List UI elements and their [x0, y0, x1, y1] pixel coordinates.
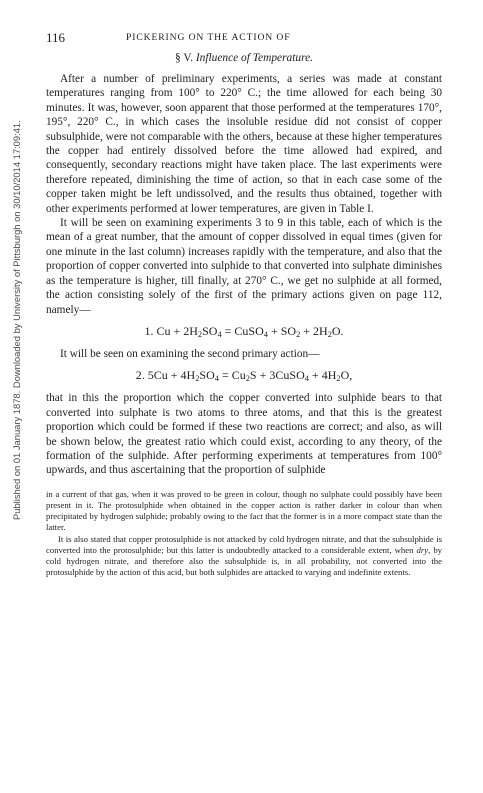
eq1-op: = [224, 323, 232, 338]
equation-2-number: 2. [135, 368, 145, 383]
eq1-sub: 2 [296, 329, 301, 339]
page-body [46, 30, 442, 578]
eq2-term: 4H [180, 368, 196, 383]
eq1-sub: 4 [217, 329, 222, 339]
equation-1-number: 1. [144, 323, 154, 338]
section-number: § V. [175, 52, 193, 64]
paragraph-3: It will be seen on examining the second primary action— [60, 347, 320, 360]
footnotes [46, 489, 442, 579]
footnote-2-text-b: , by cold hydrogen nitrate, and therefore also the subsulphide is, in all probability, not converted into the protosulphide by the action of this acid, but both sulphides are attacked to varying and indefinite extents. [46, 544, 443, 578]
eq1-sub: 2 [327, 329, 332, 339]
running-title: PICKERING ON THE ACTION OF [126, 32, 291, 43]
eq1-sub: 4 [263, 329, 268, 339]
footnote-2 [46, 534, 442, 579]
eq1-sub: 2 [197, 329, 203, 339]
eq2-op: + [259, 368, 267, 383]
eq1-term: 2H [313, 323, 328, 338]
eq1-term: Cu [156, 323, 171, 338]
eq2-term: Cu [231, 368, 246, 383]
eq1-term: SO [202, 323, 218, 338]
footnote-2-italic: dry [416, 544, 429, 555]
eq2-term: 3CuSO [269, 368, 305, 383]
eq2-sub: 4 [214, 374, 219, 384]
eq2-sub: 2 [195, 374, 200, 384]
paragraph-1: After a number of preliminary experiments, a series was made at constant temperatures ranging from 100° to 220° C.; the time allowed for each being 30 minutes. It was, however, soon apparent that those performed at the temperatures 170°, 195°, 220° C., in which cases the insoluble residue did not consist of copper subsulphide, were not comparable with the others, because at these higher temperatures the copper had entirely dissolved before the time allowed had expired, and consequently, secondary reactions might have taken place. The last experiments were therefore repeated, diminishing the time of action, so that in each case some of the copper taken might be left undissolved, and the results thus obtained, together with other experiments performed at lower temperatures, are given in Table I. [46, 73, 442, 215]
eq1-op: + [303, 323, 311, 338]
eq2-sub: 2 [336, 374, 341, 384]
eq2-term: O, [340, 368, 353, 383]
eq1-op: + [270, 323, 278, 338]
eq1-term: SO [280, 323, 297, 338]
eq1-term: 2H [183, 323, 198, 338]
eq1-term: O. [331, 323, 344, 338]
eq1-term: CuSO [234, 323, 264, 338]
paragraph-4: that in this the proportion which the copper converted into sulphide bears to that converted into sulphate is two atoms to three atoms, and that this is the greatest proportion which could be formed if these two reactions are correct; and also, as will be shown below, the greatest ratio which could exist, according to any theory, of the formation of the sulphide. After performing experiments at temperatures from 100° upwards, and thus ascertaining that the proportion of sulphide [46, 392, 442, 477]
page-number: 116 [46, 30, 66, 45]
eq1-op: + [173, 323, 181, 338]
eq2-term: 4H [321, 368, 337, 383]
eq2-op: + [170, 368, 178, 383]
eq2-term: 5Cu [147, 368, 168, 383]
section-title: Influence of Temperature. [195, 52, 313, 64]
equation-2 [46, 368, 442, 383]
eq2-op: = [221, 368, 229, 383]
eq2-term: SO [199, 368, 215, 383]
eq2-op: + [311, 368, 319, 383]
download-watermark-text: Published on 01 January 1878. Downloaded by University of Pittsburgh on 30/10/2014 17:09:41. [11, 120, 22, 520]
section-heading [46, 52, 442, 64]
eq2-sub: 4 [304, 374, 309, 384]
eq2-sub: 2 [245, 374, 250, 384]
running-head [46, 30, 442, 48]
eq2-term: S [249, 368, 257, 383]
footnote-2-text-a: It is also stated that copper protosulphide is not attacked by cold hydrogen nitrate, and that the subsulphide is converted into the protosulphide; but this latter is undoubtedly attacked to a considerable extent, when [46, 533, 442, 555]
footnote-continuation: in a current of that gas, when it was proved to be green in colour, though no sulphate could possibly have been present in it. The protosulphide when obtained in the copper action is rather darker in colour than when precipitated by hydrogen sulphide; probably owing to the fact that the former is in a more compact state than the latter. [46, 488, 442, 533]
paragraph-2: It will be seen on examining experiments 3 to 9 in this table, each of which is the mean of a great number, that the amount of copper dissolved in equal times (given for one minute in the last column) increases rapidly with the temperature, and also that the proportion of copper converted into sulphide to that converted into sulphate diminishes as the temperature is higher, till finally, at 270° C., we get no sulphide at all formed, the action consisting solely of the first of the primary actions given on page 112, namely— [46, 217, 442, 316]
download-watermark [0, 0, 20, 793]
equation-1 [46, 324, 442, 339]
